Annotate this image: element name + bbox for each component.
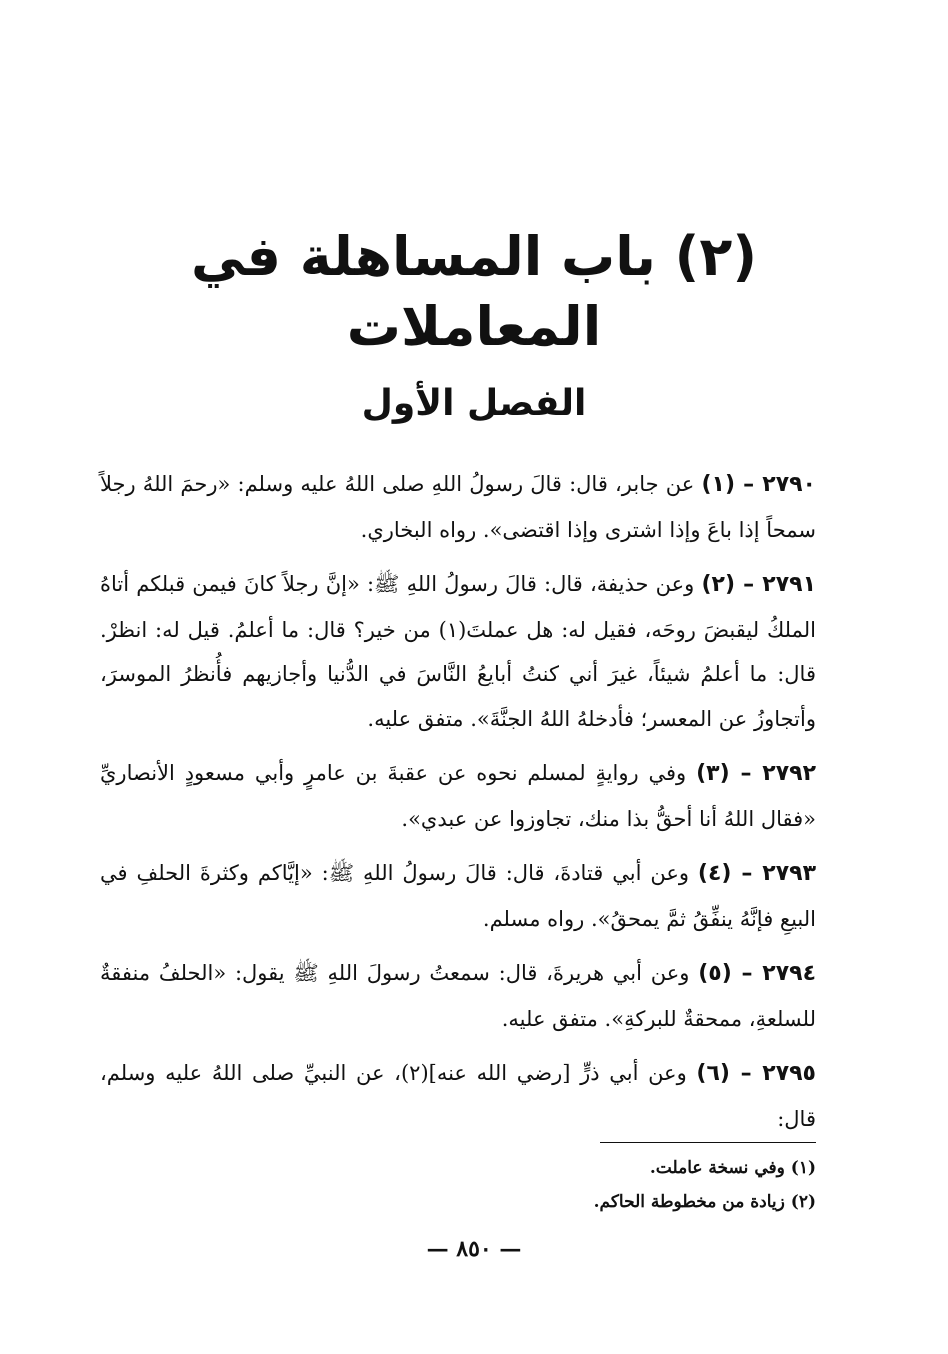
footnote-separator — [600, 1142, 816, 1143]
page-number: — ٨٥٠ — — [426, 1236, 522, 1262]
hadith-text: وعن أبي هريرةَ، قال: سمعتُ رسولَ اللهِ ﷺ يقول: «الحلفُ منفقةٌ للسلعةِ، ممحقةٌ للبركةِ». متفق عليه. — [100, 961, 816, 1031]
hadith-2790 — [100, 462, 816, 552]
hadith-2793 — [100, 851, 816, 941]
section-title: الفصل الأول — [361, 383, 587, 424]
footnote-2: (٢) زيادة من مخطوطة الحاكم. — [593, 1192, 816, 1212]
hadith-number: ٢٧٩٤ – (٥) — [698, 961, 816, 986]
hadith-text: وعن أبي ذرٍّ [رضي الله عنه](٢)، عن النبيِّ صلى اللهُ عليه وسلم، قال: — [100, 1061, 816, 1131]
hadith-number: ٢٧٩٠ – (١) — [701, 472, 816, 497]
hadith-text: وعن حذيفة، قال: قالَ رسولُ اللهِ ﷺ: «إنَّ رجلاً كانَ فيمن قبلكم أتاهُ الملكُ ليقبضَ روحَه، فقيل له: هل عملتَ(١) من خير؟ قال: ما أعلمُ. قيل له: انظرْ. قال: ما أعلمُ شيئاً، غيرَ أني كنتُ أبايعُ النَّاسَ في الدُّنيا وأجازيهم فأُنظرُ الموسرَ، وأتجاوزُ عن المعسر؛ فأدخلهُ اللهُ الجنَّةَ». متفق عليه. — [100, 572, 816, 731]
hadith-number: ٢٧٩٢ – (٣) — [696, 761, 817, 786]
hadith-2794 — [100, 951, 816, 1041]
hadith-2795 — [100, 1051, 816, 1141]
hadith-text: وعن أبي قتادةَ، قال: قالَ رسولُ اللهِ ﷺ: «إيَّاكم وكثرةَ الحلفِ في البيعِ فإنَّهُ ينفِّقُ ثمَّ يمحقُ». رواه مسلم. — [100, 861, 816, 931]
hadith-number: ٢٧٩٣ – (٤) — [697, 861, 816, 886]
hadith-2792 — [100, 751, 816, 841]
chapter-title: (٢) باب المساهلة في المعاملات — [191, 225, 757, 358]
hadith-text: وفي روايةٍ لمسلم نحوه عن عقبةَ بن عامرٍ وأبي مسعودٍ الأنصاريِّ «فقال اللهُ أنا أحقُّ بذا منك، تجاوزوا عن عبدي». — [100, 761, 816, 831]
hadith-number: ٢٧٩٥ – (٦) — [696, 1061, 816, 1086]
hadith-list — [100, 462, 816, 1151]
hadith-text: عن جابر، قال: قالَ رسولُ اللهِ صلى اللهُ عليه وسلم: «رحمَ اللهُ رجلاً سمحاً إذا باعَ وإذا اشترى وإذا اقتضى». رواه البخاري. — [100, 472, 816, 542]
hadith-number: ٢٧٩١ – (٢) — [701, 572, 816, 597]
footnotes — [300, 1151, 816, 1219]
footnote-1: (١) وفي نسخة عاملت. — [649, 1158, 816, 1178]
hadith-2791 — [100, 562, 816, 741]
